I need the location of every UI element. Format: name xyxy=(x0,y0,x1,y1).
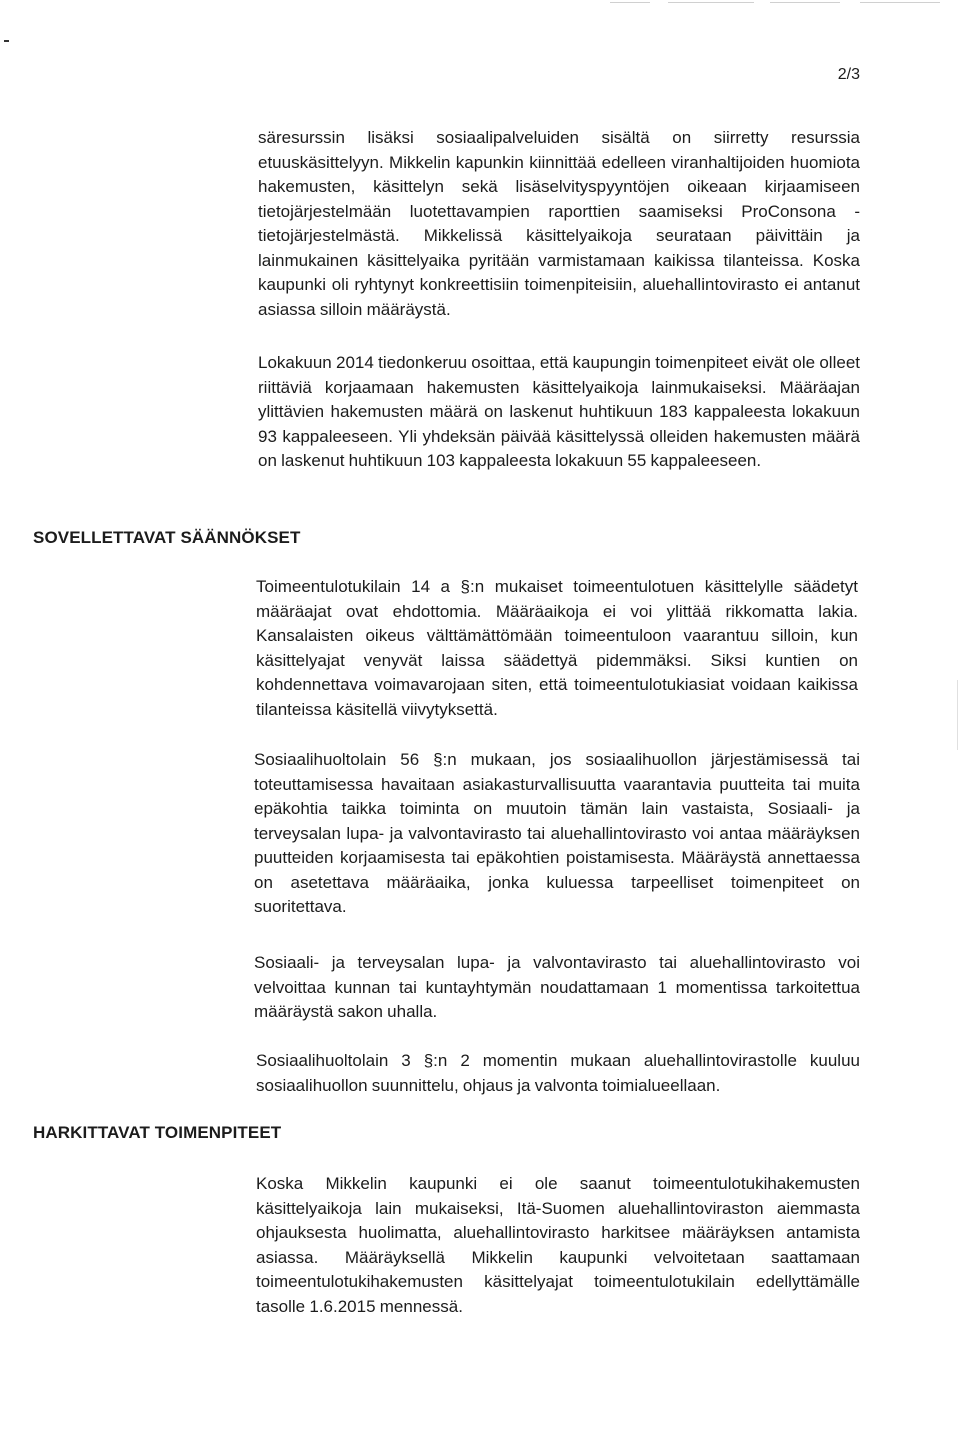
paragraph-income-support-law: Toimeentulotukilain 14 a §:n mukaiset toimeentulotuen käsittelylle säädetyt määräajat ovat ehdottomia. Määräaikoja ei voi ylittää rikkomatta lakia. Kansalaisten oikeus välttämättömään toimeentuloon vaarantuu silloin, kun käsittelyajat venyvät laissa säädettyä pidemmäksi. Siksi kuntien on kohdennettava voimavarojaan siten, että toimeentulotukiasiat voidaan kaikissa tilanteissa käsitellä viivytyksettä. xyxy=(256,577,858,719)
section-heading-considered-measures: HARKITTAVAT TOIMENPITEET xyxy=(33,1123,282,1142)
section-heading-applicable-provisions: SOVELLETTAVAT SÄÄNNÖKSET xyxy=(33,528,301,547)
scan-artifact-line xyxy=(610,2,650,3)
paragraph-resources: säresurssin lisäksi sosiaalipalveluiden sisältä on siirretty resurssia etuuskäsittelyyn. Mikkelin kapunkin kiinnittää edelleen viranhaltijoiden huomiota hakemusten, käsittelyn sekä lisäselvityspyyntöjen oikeaan kirjaamiseen tietojärjestelmään luotettavampien raporttien saamiseksi ProConsona -tietojärjestelmästä. Mikkelissä käsittelyaikoja seurataan päivittäin ja lainmukainen käsittelyaika pyritään varmistamaan kaikissa tilanteissa. Koska kaupunki oli ryhtynyt konkreettisiin toimenpiteisiin, aluehallintovirasto ei antanut asiassa silloin määräystä. xyxy=(258,128,860,319)
paragraph-penalty-obligation: Sosiaali- ja terveysalan lupa- ja valvontavirasto tai aluehallintovirasto voi velvoittaa kunnan tai kuntayhtymän noudattamaan 1 momentissa tarkoitettua määräystä sakon uhalla. xyxy=(254,953,860,1021)
scan-artifact-edge xyxy=(957,680,958,750)
paragraph-social-welfare-law-56: Sosiaalihuoltolain 56 §:n mukaan, jos sosiaalihuollon järjestämisessä tai toteuttamisessa havaitaan asiakasturvallisuutta vaarantavia puutteita tai muita epäkohtia taikka toiminta on muutoin tämän lain vastaista, Sosiaali- ja terveysalan lupa- ja valvontavirasto tai aluehallintovirasto voi antaa määräyksen puutteiden korjaamisesta tai epäkohtien poistamisesta. Määräystä annettaessa on asetettava määräaika, jonka kuluessa tarpeelliset toimenpiteet on suoritettava. xyxy=(254,750,860,916)
scan-artifact-line xyxy=(770,2,840,3)
page-number: 2/3 xyxy=(837,66,860,83)
paragraph-social-welfare-law-3: Sosiaalihuoltolain 3 §:n 2 momentin mukaan aluehallintovirastolle kuuluu sosiaalihuollon suunnittelu, ohjaus ja valvonta toimialueellaan. xyxy=(256,1051,860,1095)
scan-artifact-line xyxy=(668,2,754,3)
paragraph-considered-order: Koska Mikkelin kaupunki ei ole saanut toimeentulotukihakemusten käsittelyaikoja lain mukaiseksi, Itä-Suomen aluehallintoviraston aiemmasta ohjauksesta huolimatta, aluehallintovirasto harkitsee määräyksen antamista asiassa. Määräyksellä Mikkelin kaupunki velvoitetaan saattamaan toimeentulotukihakemusten käsittelyajat toimeentulotukilain edellyttämälle tasolle 1.6.2015 mennessä. xyxy=(256,1174,860,1316)
scan-artifact-line xyxy=(860,2,940,3)
paragraph-data-collection: Lokakuun 2014 tiedonkeruu osoittaa, että kaupungin toimenpiteet eivät ole olleet riittäviä korjaamaan hakemusten käsittelyaikoja lainmukaiseksi. Määräajan ylittävien hakemusten määrä on laskenut huhtikuun 183 kappaleesta lokakuun 93 kappaleeseen. Yli yhdeksän päivää käsittelyssä olleiden hakemusten määrä on laskenut huhtikuun 103 kappaleesta lokakuun 55 kappaleeseen. xyxy=(258,353,860,470)
scan-artifact-mark xyxy=(4,40,9,42)
